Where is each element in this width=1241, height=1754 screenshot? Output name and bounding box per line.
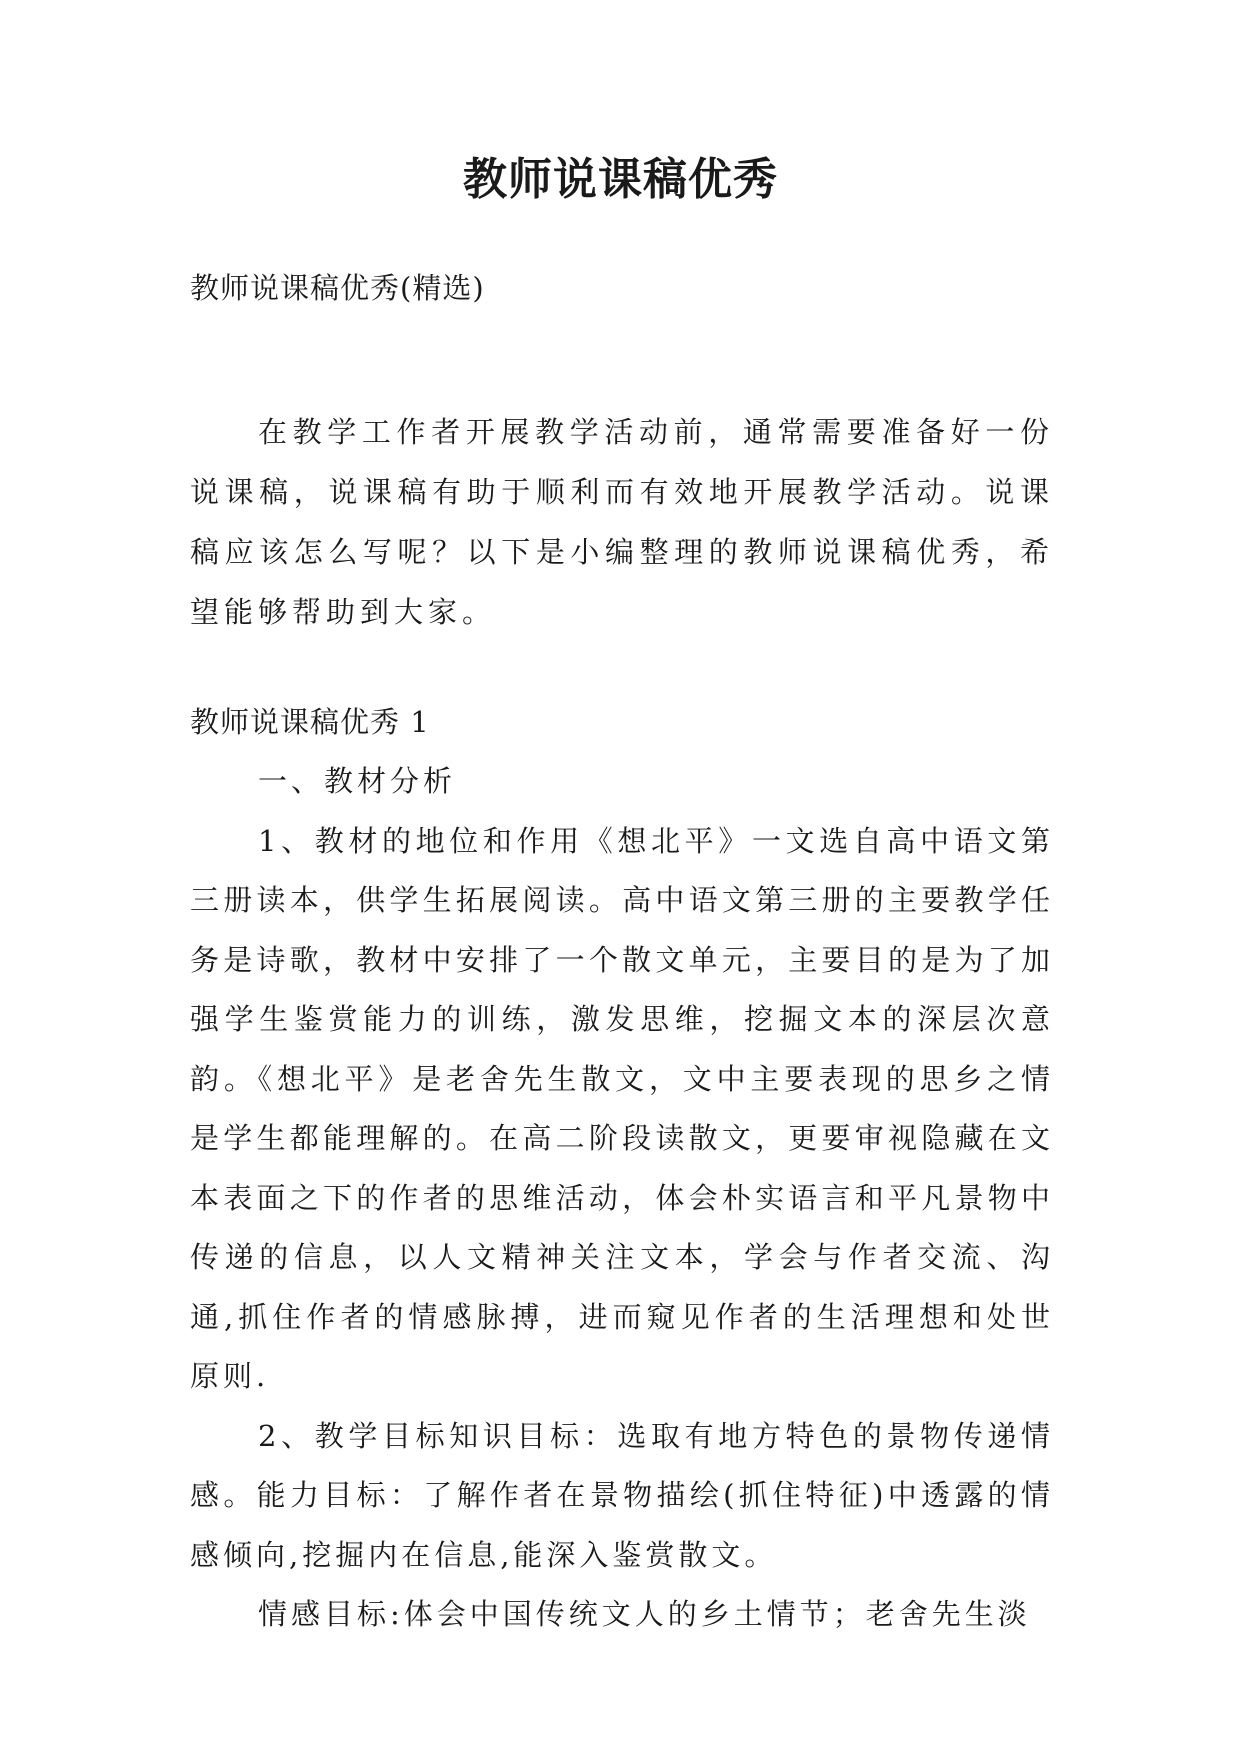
document-subtitle: 教师说课稿优秀(精选)	[190, 271, 485, 305]
intro-paragraph: 在教学工作者开展教学活动前，通常需要准备好一份说课稿，说课稿有助于顺利而有效地开展教学活动。说课稿应该怎么写呢？以下是小编整理的教师说课稿优秀，希望能够帮助到大家。	[190, 415, 1054, 629]
paragraph-textbook-role: 1、教材的地位和作用《想北平》一文选自高中语文第三册读本，供学生拓展阅读。高中语文第三册的主要教学任务是诗歌，教材中安排了一个散文单元，主要目的是为了加强学生鉴赏能力的训练，激发思维，挖掘文本的深层次意韵。《想北平》是老舍先生散文，文中主要表现的思乡之情是学生都能理解的。在高二阶段读散文，更要审视隐藏在文本表面之下的作者的思维活动，体会朴实语言和平凡景物中传递的信息，以人文精神关注文本，学会与作者交流、沟通,抓住作者的情感脉搏，进而窥见作者的生活理想和处世原则.	[190, 823, 1054, 1393]
paragraph-textbook-analysis-heading: 一、教材分析	[258, 764, 457, 798]
paragraph-emotion-goals: 情感目标:体会中国传统文人的乡土情节；老舍先生淡	[258, 1597, 1031, 1631]
section-body	[190, 752, 1054, 1645]
section-heading: 教师说课稿优秀 1	[190, 705, 430, 739]
paragraph-teaching-goals: 2、教学目标知识目标：选取有地方特色的景物传递情感。能力目标：了解作者在景物描绘(抓住特征)中透露的情感倾向,挖掘内在信息,能深入鉴赏散文。	[190, 1418, 1054, 1572]
document-title: 教师说课稿优秀	[463, 154, 778, 205]
